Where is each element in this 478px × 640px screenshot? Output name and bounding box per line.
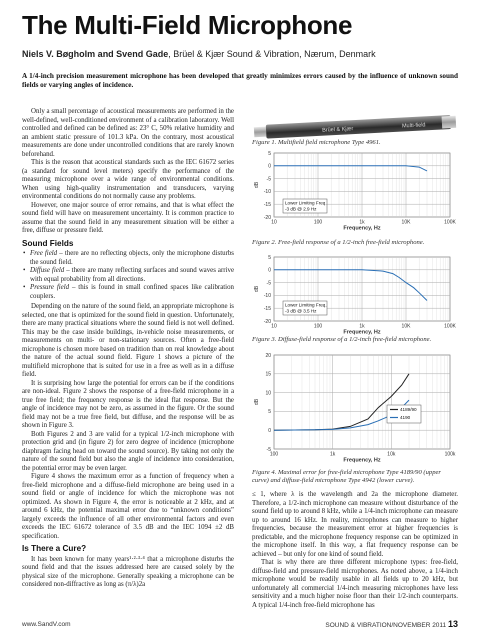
- paragraph: Both Figures 2 and 3 are valid for a typical 1/2-inch microphone with protection grid and (in figure 2) for zero degree of incidence (microphone diaphragm facing head on toward the sound source). By taking not only the nature of the sound field but also the angle of incidence into consideration, the potential error may be even larger.: [22, 430, 234, 472]
- y-tick-label: 5: [268, 150, 271, 157]
- y-tick-label: -10: [263, 293, 271, 300]
- chart-free-field-response: [252, 149, 458, 235]
- list-item: • Diffuse field – there are many reflecting surfaces and sound waves arrive with equal probability from all directions.: [22, 267, 234, 284]
- x-axis-label: Frequency, Hz: [343, 329, 381, 336]
- affiliation: , Brüel & Kjær Sound & Vibration, Nærum, Denmark: [168, 49, 376, 59]
- y-tick-label: 10: [265, 390, 271, 397]
- x-tick-label: 1k: [359, 219, 365, 226]
- x-tick-label: 100: [313, 219, 323, 226]
- list-item: • Free field – there are no reflecting objects, only the microphone disturbs the sound field.: [22, 250, 234, 267]
- x-axis-label: Frequency, Hz: [343, 225, 381, 232]
- x-tick-label: 100: [269, 451, 279, 458]
- footer-website[interactable]: www.SandV.com: [22, 621, 71, 628]
- y-tick-label: 15: [265, 371, 271, 378]
- legend-entry: 4190: [400, 415, 411, 420]
- figure-caption: Figure 1. Multifield field microphone Type 4961.: [252, 139, 381, 146]
- mic-model: Multi-field: [401, 122, 426, 130]
- plot-area: [274, 355, 450, 449]
- paragraph: That is why there are three different microphone types: free-field, diffuse-field and pressure-field microphones. As noted above, a 1/4-inch microphone would be readily usable in all fields up to 20 kHz, but unfortunately all commercial 1/4-inch measuring microphones have less sensitivity and a much higher noise floor than their 1/2-inch counterparts. A typical 1/4-inch free-field microphone has: [252, 559, 458, 609]
- x-axis-label: Frequency, Hz: [343, 457, 381, 464]
- y-tick-label: -15: [263, 202, 271, 208]
- legend-value: -3 dB @ 3.5 Hz: [285, 308, 317, 314]
- abstract: A 1/4-inch precision measurement microphone has been developed that greatly minimizes errors caused by the influence of unknown sound fields or varying angles of incidence.: [22, 72, 458, 89]
- x-tick-label: 10: [271, 219, 277, 226]
- paragraph: It is surprising how large the potential for errors can be if the conditions are non-ideal. Figure 2 shows the response of a free-field microphone in a true free field; the frequency response is the ideal flat response. But the angle of incidence may not be zero, as assumed in the figure. Or the sound field may not be a true free field, but diffuse, and the response will be as shown in Figure 3.: [22, 379, 234, 429]
- x-tick-label: 10K: [401, 323, 411, 330]
- paragraph: Depending on the nature of the sound field, an appropriate microphone is selected, one that is optimized for the sound field in question. Unfortunately, there are many practical situations where the sound field is not well defined. This may be the case inside buildings, in-vehicle noise measurements, or measurements on multi- or non-stationary sources. Often a free-field microphone is chosen more based on tradition than on real knowledge about the nature of the actual sound field. Figure 1 shows a picture of the multifield microphone that is suited for use in a free as well as in a diffuse field.: [22, 303, 234, 378]
- paragraph: It has been known for many years¹·²·³·⁴ that a microphone disturbs the sound field and that the issues addressed here are caused solely by the physical size of the microphone. Generally speaking a microphone can be considered non-diffractive as long as (π/λ)2a: [22, 555, 234, 588]
- y-tick-label: -5: [266, 280, 271, 287]
- x-tick-label: 100K: [444, 219, 456, 226]
- y-tick-label: -10: [263, 189, 271, 196]
- legend-entry: 4189/90: [400, 407, 417, 412]
- legend-title: Lower Limiting Freq.: [285, 302, 327, 308]
- y-tick-label: 5: [268, 254, 271, 261]
- x-tick-label: 10K: [401, 219, 411, 226]
- y-tick-label: 5: [268, 409, 271, 416]
- x-tick-label: 10k: [387, 451, 396, 458]
- paragraph: Only a small percentage of acoustical measurements are performed in the well-defined, well-conditioned environment of a calibration laboratory. Well controlled and defined can be defined as: 23° C, 50% relative humidity and an ambient static pressure of 101.3 kPa. On the contrary, most acoustical measurements are done under uncontrolled conditions that are rarely known beforehand.: [22, 108, 234, 158]
- x-tick-label: 10: [271, 323, 277, 330]
- paragraph: Figure 4 shows the maximum error as a function of frequency when a free-field microphone and a diffuse-field microphone are being used in a sound field or angle of incidence for which the microphone was not optimized. As shown in Figure 4, the error is noticeable at 2 kHz, and at around 6 kHz, the potential maximal error due to “unknown conditions” largely exceeds the influence of all other environmental factors and even exceeds the IEC 61672 tolerance of 3.5 dB and the IEC 1094 ±2 dB specification.: [22, 473, 234, 540]
- page-number: 13: [447, 619, 458, 629]
- mic-connector: [442, 116, 457, 129]
- x-tick-label: 1k: [359, 323, 365, 330]
- y-tick-label: -20: [263, 318, 271, 325]
- y-tick-label: -5: [266, 176, 271, 183]
- x-tick-label: 100k: [444, 451, 456, 458]
- y-axis-label: dB: [254, 285, 260, 293]
- chart-diffuse-field-response: [252, 253, 458, 339]
- y-tick-label: 20: [265, 352, 271, 359]
- author-names: Niels V. Bøgholm and Svend Gade: [22, 49, 169, 59]
- y-tick-label: 0: [268, 267, 271, 274]
- x-tick-label: 100: [313, 323, 323, 330]
- section-heading: Is There a Cure?: [22, 544, 87, 553]
- article-title: The Multi-Field Microphone: [22, 10, 353, 40]
- footer-issue: SOUND & VIBRATION/NOVEMBER 2011 13: [325, 619, 458, 629]
- paragraph: ≤ 1, where λ is the wavelength and 2a the microphone diameter. Therefore, a 1/2-inch microphone can measure without disturbance of the sound field up to around 8 kHz, while a 1/4-inch microphone can measure up to around 16 kHz. In reality, microphones can measure to higher frequencies, because the measurement error at higher frequencies is predictable, and the microphone frequency response can be optimized in the microphone itself. In this way, a flat frequency response can be achieved – but only for one kind of sound field.: [252, 491, 458, 558]
- figure-caption: Figure 3. Diffuse-field response of a 1/2-inch free-field microphone.: [252, 336, 432, 343]
- y-tick-label: 0: [268, 428, 271, 434]
- mic-brand: Brüel & Kjær: [321, 126, 354, 134]
- paragraph: However, one major source of error remains, and that is what effect the sound field will have on measurement uncertainty. It is common practice to assume that the sound field in any measurement situation will be either a free, diffuse or pressure field.: [22, 201, 234, 234]
- y-tick-label: 0: [268, 163, 271, 170]
- list-item: • Pressure field – this is found in small confined spaces like calibration couplers.: [22, 284, 234, 301]
- legend-title: Lower Limiting Freq.: [285, 200, 327, 206]
- mic-grid: [254, 127, 267, 138]
- figure-caption: Figure 4. Maximal error for free-field microphone Type 4189/90 (upper curve) and diffuse-field microphone Type 4942 (lower curve).: [252, 469, 441, 484]
- paragraph: This is the reason that acoustical standards such as the IEC 61672 series (a standard for sound level meters) specify the performance of the measuring microphone over a wide range of environmental conditions. When using high-quality instrumentation and transducers, varying environmental conditions do not normally cause any problems.: [22, 159, 234, 200]
- chart-maximal-error: [252, 351, 458, 469]
- author-line: [22, 49, 376, 59]
- y-tick-label: -20: [263, 214, 271, 221]
- y-tick-label: -15: [263, 306, 271, 312]
- figure-caption: Figure 2. Free-field response of a 1/2-inch free-field microphone.: [252, 239, 425, 246]
- x-tick-label: 1k: [330, 451, 336, 458]
- y-tick-label: -5: [266, 446, 271, 453]
- legend-value: -3 dB @ 2.9 Hz: [285, 206, 317, 212]
- x-tick-label: 100K: [444, 323, 456, 330]
- right-column-text: [252, 491, 458, 610]
- y-axis-label: dB: [254, 181, 260, 189]
- sound-field-list: [22, 250, 234, 301]
- section-heading: Sound Fields: [22, 238, 74, 248]
- y-axis-label: dB: [254, 398, 260, 406]
- left-column: [22, 108, 234, 590]
